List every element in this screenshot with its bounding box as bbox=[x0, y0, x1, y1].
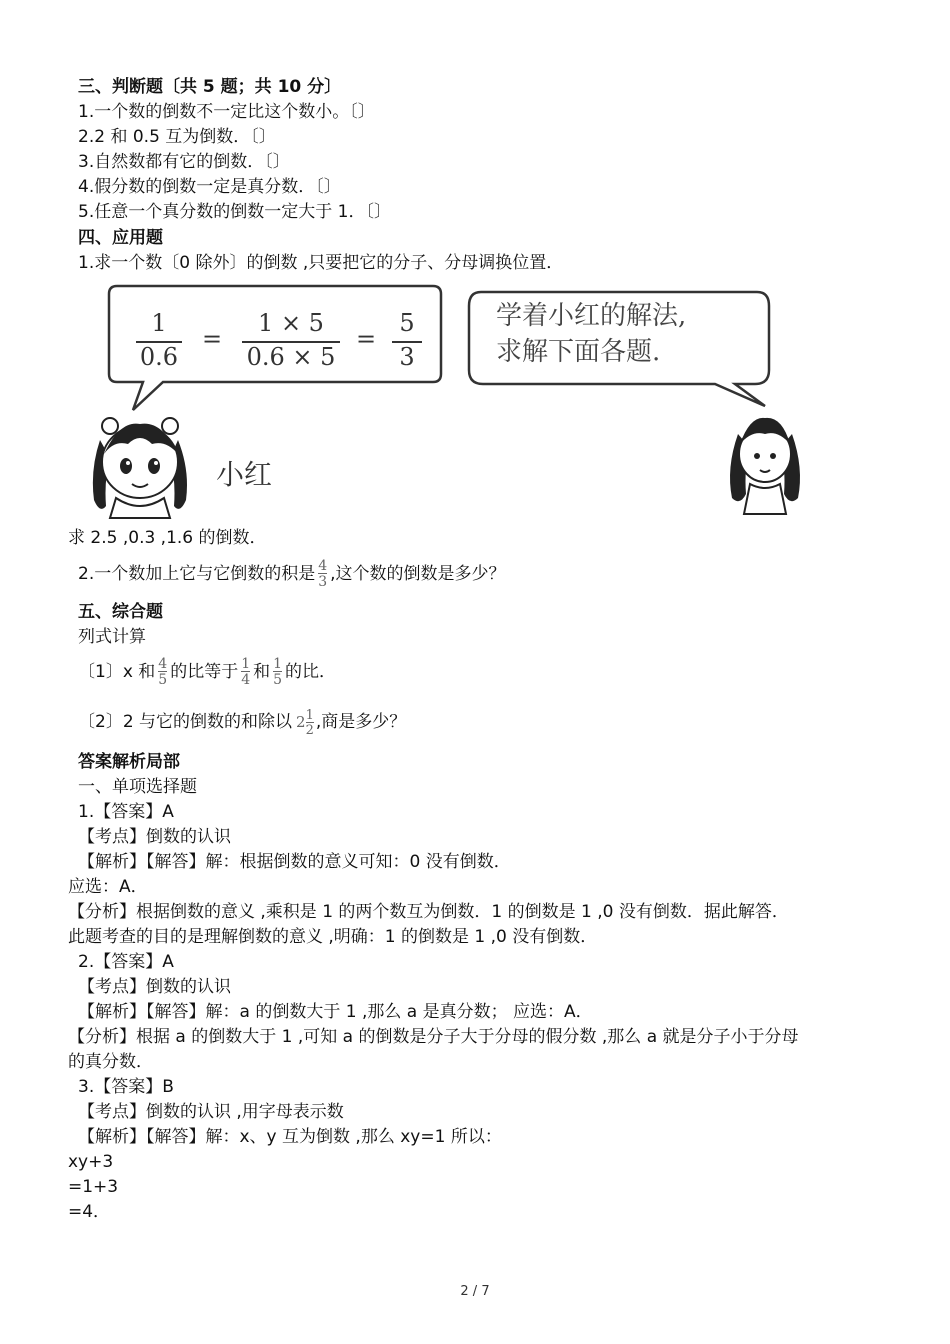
sec4-q2-fraction bbox=[318, 559, 327, 589]
ex-frac1-num: 1 bbox=[151, 309, 167, 337]
sec5-part1 bbox=[78, 654, 336, 690]
answer-line: 【解析】【解答】解：a 的倒数大于 1 ,那么 a 是真分数； 应选：A． bbox=[78, 1002, 593, 1022]
answers-section1: 一、单项选择题 bbox=[78, 777, 197, 797]
frac-num: 1 bbox=[241, 656, 251, 672]
sec5-part2 bbox=[78, 704, 406, 740]
girl-illustration bbox=[720, 408, 810, 516]
sec4-q1: 1.求一个数〔0 除外〕的倒数 ,只要把它的分子、分母调换位置． bbox=[78, 253, 564, 273]
sec4-q1-task: 求 2.5 ,0.3 ,1.6 的倒数． bbox=[68, 528, 267, 548]
answers-heading: 答案解析局部 bbox=[78, 752, 180, 772]
p1-a: 〔1〕x 和 bbox=[78, 662, 156, 682]
answer-line: 【分析】根据 a 的倒数大于 1 ,可知 a 的倒数是分子大于分母的假分数 ,那么 a 就是分子小于分母 bbox=[68, 1027, 799, 1047]
ex-eq1: = bbox=[202, 325, 223, 353]
p1-frac2 bbox=[241, 657, 250, 687]
sec3-item-5: 5.任意一个真分数的倒数一定大于 1．〔〕 bbox=[78, 202, 391, 222]
section4-heading: 四、应用题 bbox=[78, 228, 163, 248]
sec3-item-4: 4.假分数的倒数一定是真分数．〔〕 bbox=[78, 177, 341, 197]
reciprocal-example bbox=[130, 305, 430, 375]
p2-a: 〔2〕2 与它的倒数的和除以 bbox=[78, 712, 293, 732]
answer-line: 【解析】【解答】解：根据倒数的意义可知：0 没有倒数． bbox=[78, 852, 511, 872]
frac-den: 5 bbox=[158, 672, 168, 688]
answer-line: 【考点】倒数的认识 bbox=[78, 827, 231, 847]
character-name: 小红 bbox=[216, 458, 273, 491]
answer-line: 应选：A． bbox=[68, 877, 148, 897]
p2-mixed-number bbox=[296, 704, 316, 740]
ex-frac1-den: 0.6 bbox=[139, 343, 179, 371]
ex-frac2-num: 1 × 5 bbox=[258, 309, 324, 337]
page-number: 2 / 7 bbox=[460, 1284, 490, 1299]
answer-line: 【分析】根据倒数的意义 ,乘积是 1 的两个数互为倒数．1 的倒数是 1 ,0 没有倒数．据此解答． bbox=[68, 902, 789, 922]
frac-den: 5 bbox=[273, 672, 283, 688]
ex-frac2-den: 0.6 × 5 bbox=[246, 343, 336, 371]
sec4-q2-pre: 2.一个数加上它与它倒数的积是 bbox=[78, 564, 316, 584]
mixed-frac bbox=[306, 709, 314, 737]
ex-eq2: = bbox=[356, 325, 377, 353]
bubble-text-line2: 求解下面各题. bbox=[496, 337, 661, 367]
answer-line: 1.【答案】A bbox=[78, 802, 174, 822]
p1-frac3 bbox=[273, 657, 282, 687]
sec3-item-3: 3.自然数都有它的倒数．〔〕 bbox=[78, 152, 290, 172]
ex-frac3-den: 3 bbox=[399, 343, 415, 371]
frac-den: 3 bbox=[318, 574, 328, 590]
answer-line: 3.【答案】B bbox=[78, 1077, 174, 1097]
ex-frac3-num: 5 bbox=[399, 309, 415, 337]
answer-line: 【考点】倒数的认识 ,用字母表示数 bbox=[78, 1102, 344, 1122]
frac-num: 1 bbox=[305, 708, 314, 723]
p2-b: ,商是多少？ bbox=[315, 712, 407, 732]
frac-num: 1 bbox=[273, 656, 283, 672]
frac-num: 4 bbox=[318, 558, 328, 574]
sec4-q2-post: ,这个数的倒数是多少？ bbox=[330, 564, 506, 584]
frac-den: 2 bbox=[305, 723, 314, 738]
mixed-whole: 2 bbox=[296, 713, 306, 731]
sec4-q2 bbox=[78, 558, 506, 590]
answer-line: =4． bbox=[68, 1202, 111, 1222]
answer-line: =1+3 bbox=[68, 1177, 119, 1197]
answer-line: 此题考查的目的是理解倒数的意义 ,明确：1 的倒数是 1 ,0 没有倒数． bbox=[68, 927, 598, 947]
sec3-item-1: 1.一个数的倒数不一定比这个数小。〔〕 bbox=[78, 102, 375, 122]
xiaohong-illustration bbox=[70, 410, 210, 520]
answer-line: 【考点】倒数的认识 bbox=[78, 977, 231, 997]
frac-den: 4 bbox=[241, 672, 251, 688]
answer-line: 的真分数． bbox=[68, 1052, 153, 1072]
p1-c: 和 bbox=[253, 662, 271, 682]
section5-heading: 五、综合题 bbox=[78, 602, 163, 622]
p1-frac1 bbox=[158, 657, 167, 687]
frac-num: 4 bbox=[158, 656, 168, 672]
p1-d: 的比． bbox=[285, 662, 337, 682]
p1-b: 的比等于 bbox=[170, 662, 239, 682]
sec3-item-2: 2.2 和 0.5 互为倒数．〔〕 bbox=[78, 127, 276, 147]
answer-line: 2.【答案】A bbox=[78, 952, 174, 972]
answer-line: 【解析】【解答】解：x、y 互为倒数 ,那么 xy=1 所以： bbox=[78, 1127, 502, 1147]
bubble-text-line1: 学着小红的解法, bbox=[496, 301, 687, 331]
sec5-sub: 列式计算 bbox=[78, 627, 146, 647]
answer-line: xy+3 bbox=[68, 1152, 114, 1172]
section3-heading: 三、判断题〔共 5 题；共 10 分〕 bbox=[78, 77, 342, 97]
